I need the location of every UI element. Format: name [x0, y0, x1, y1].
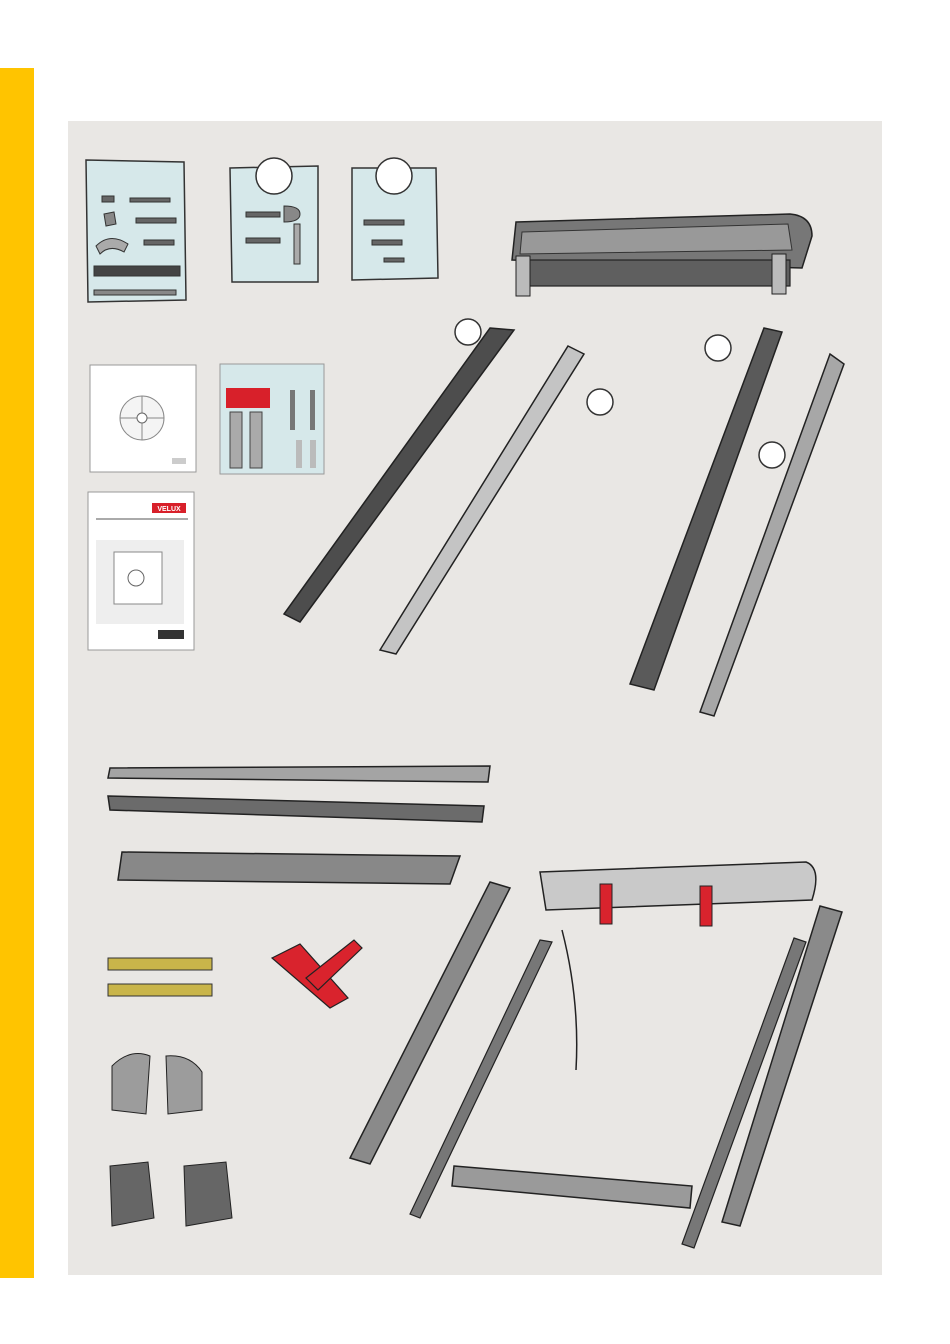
screw-bag-b — [352, 158, 438, 280]
instruction-booklet — [88, 492, 194, 650]
top-cover-blind-box — [512, 214, 812, 296]
end-brackets — [110, 1162, 232, 1226]
red-mounting-tool — [272, 940, 362, 1008]
corner-covers — [112, 1054, 202, 1114]
wall-switch-remote — [90, 365, 196, 472]
adhesive-strips — [108, 958, 212, 996]
bottom-rails-set — [108, 766, 490, 884]
side-rail-right-pair — [630, 328, 844, 716]
screw-bag-a — [230, 158, 318, 282]
screw-bag-large — [86, 160, 186, 302]
velux-logo: VELUX — [157, 506, 181, 513]
side-rail-left-pair — [284, 319, 613, 654]
assembled-blind-view — [350, 862, 842, 1248]
battery-and-plug-bag — [220, 364, 324, 474]
